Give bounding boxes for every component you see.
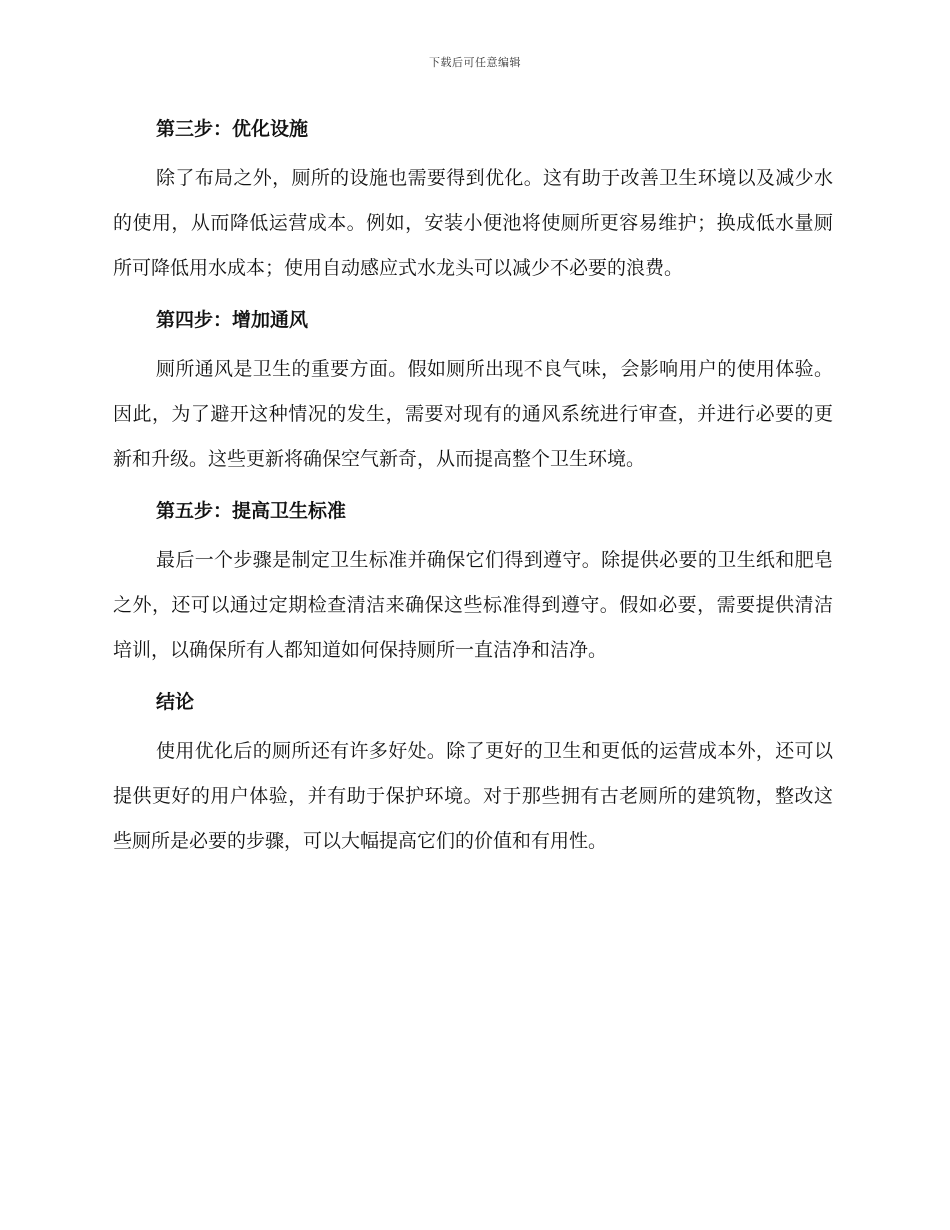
section-heading: 第五步：提高卫生标准 <box>156 500 347 522</box>
section-conclusion <box>113 685 833 864</box>
section-heading: 结论 <box>156 691 195 713</box>
section-paragraph: 除了布局之外，厕所的设施也需要得到优化。这有助于改善卫生环境以及减少水的使用，从而降低运营成本。例如，安装小便池将使厕所更容易维护；换成低水量厕所可降低用水成本；使用自动感应式水龙头可以减少不必要的浪费。 <box>113 167 833 279</box>
section-paragraph: 最后一个步骤是制定卫生标准并确保它们得到遵守。除提供必要的卫生纸和肥皂之外，还可以通过定期检查清洁来确保这些标准得到遵守。假如必要，需要提供清洁培训，以确保所有人都知道如何保持厕所一直洁净和洁净。 <box>113 549 833 661</box>
header-note: 下载后可任意编辑 <box>429 56 521 69</box>
section-step-four <box>113 303 833 482</box>
section-step-three <box>113 112 833 291</box>
section-step-five <box>113 494 833 673</box>
section-paragraph: 使用优化后的厕所还有许多好处。除了更好的卫生和更低的运营成本外，还可以提供更好的用户体验，并有助于保护环境。对于那些拥有古老厕所的建筑物，整改这些厕所是必要的步骤，可以大幅提高它们的价值和有用性。 <box>113 740 833 852</box>
section-heading: 第三步：优化设施 <box>156 118 309 140</box>
document-body <box>113 112 833 864</box>
section-heading: 第四步：增加通风 <box>156 309 309 331</box>
section-paragraph: 厕所通风是卫生的重要方面。假如厕所出现不良气味，会影响用户的使用体验。因此，为了避开这种情况的发生，需要对现有的通风系统进行审查，并进行必要的更新和升级。这些更新将确保空气新奇，从而提高整个卫生环境。 <box>113 358 833 470</box>
